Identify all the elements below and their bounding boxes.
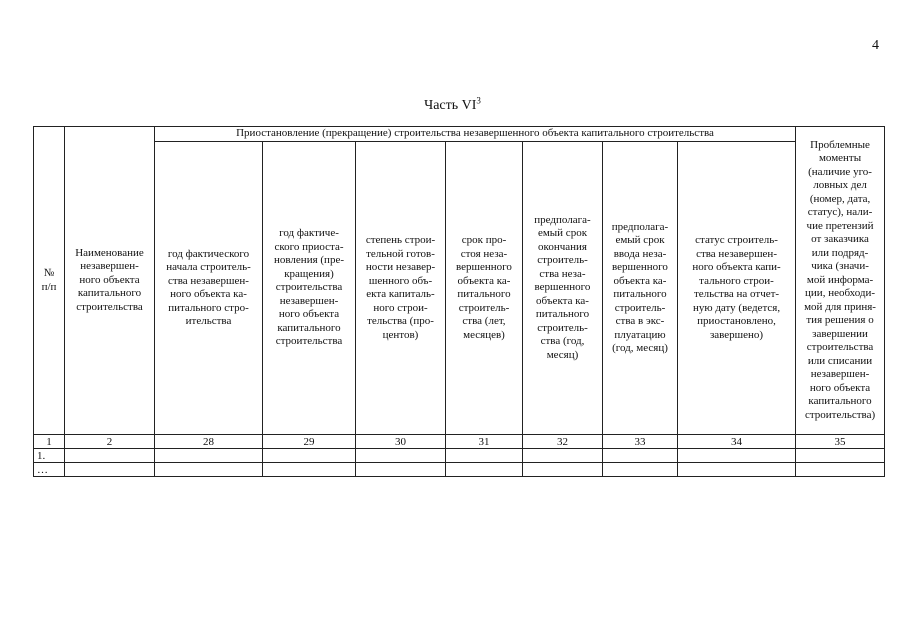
header-col-31: срок про- стоя неза- вершенного объекта ка- питального строитель- ства (лет, месяцев) — [446, 142, 523, 435]
column-number: 1 — [34, 435, 65, 449]
table-cell — [603, 449, 678, 463]
table-row — [34, 449, 885, 463]
table-cell — [678, 449, 796, 463]
subheader-row — [34, 142, 885, 435]
table-cell — [603, 463, 678, 477]
column-number: 2 — [65, 435, 155, 449]
part-title-superscript: 3 — [476, 95, 481, 106]
part-title — [0, 95, 905, 114]
table-cell — [263, 449, 356, 463]
header-col-30: степень строи- тельной готов- ности незавер- шенного объ- екта капиталь- ного строи- тельства (про- центов) — [356, 142, 446, 435]
table-cell — [796, 463, 885, 477]
group-header-row — [34, 127, 885, 142]
table-cell — [65, 463, 155, 477]
table-cell — [446, 463, 523, 477]
page-number: 4 — [872, 38, 879, 53]
column-number-row — [34, 435, 885, 449]
column-number: 35 — [796, 435, 885, 449]
row-number: 1. — [34, 449, 65, 463]
row-number: … — [34, 463, 65, 477]
column-number: 32 — [523, 435, 603, 449]
table-cell — [65, 449, 155, 463]
table-cell — [356, 449, 446, 463]
table-cell — [263, 463, 356, 477]
header-col-28: год фактического начала строитель- ства незавершен- ного объекта ка- питального стро- ительства — [155, 142, 263, 435]
column-number: 33 — [603, 435, 678, 449]
header-num: № п/п — [34, 127, 65, 435]
column-number: 28 — [155, 435, 263, 449]
table-cell — [155, 463, 263, 477]
header-problems: Проблемные моменты (наличие уго- ловных дел (номер, дата, статус), нали- чие претензий от заказчика или подряд- чика (значи- мой информа- ции, необходи- мой для приня- тия решения о завершении строительства или списании незавершен- ного объекта капитального строительства) — [796, 127, 885, 435]
column-number: 30 — [356, 435, 446, 449]
header-name: Наименование незавершен- ного объекта капитального строительства — [65, 127, 155, 435]
column-number: 31 — [446, 435, 523, 449]
table-cell — [155, 449, 263, 463]
table-cell — [796, 449, 885, 463]
table-cell — [523, 449, 603, 463]
header-col-33: предполага- емый срок ввода неза- вершенного объекта ка- питального строитель- ства в экс- плуатацию (год, месяц) — [603, 142, 678, 435]
table-cell — [523, 463, 603, 477]
column-number: 34 — [678, 435, 796, 449]
part-title-text: Часть VI — [424, 98, 477, 113]
header-col-32: предполага- емый срок окончания строитель- ства неза- вершенного объекта ка- питального строитель- ства (год, месяц) — [523, 142, 603, 435]
table-cell — [356, 463, 446, 477]
report-table — [33, 126, 885, 477]
table-cell — [446, 449, 523, 463]
group-header: Приостановление (прекращение) строительства незавершенного объекта капитального строительства — [155, 127, 796, 142]
table-row — [34, 463, 885, 477]
table-cell — [678, 463, 796, 477]
header-col-29: год фактиче- ского приоста- новления (пре- кращения) строительства незавершен- ного объекта капитального строительства — [263, 142, 356, 435]
column-number: 29 — [263, 435, 356, 449]
header-col-34: статус строитель- ства незавершен- ного объекта капи- тального строи- тельства на отчет- ную дату (ведется, приостановлено, завершено) — [678, 142, 796, 435]
